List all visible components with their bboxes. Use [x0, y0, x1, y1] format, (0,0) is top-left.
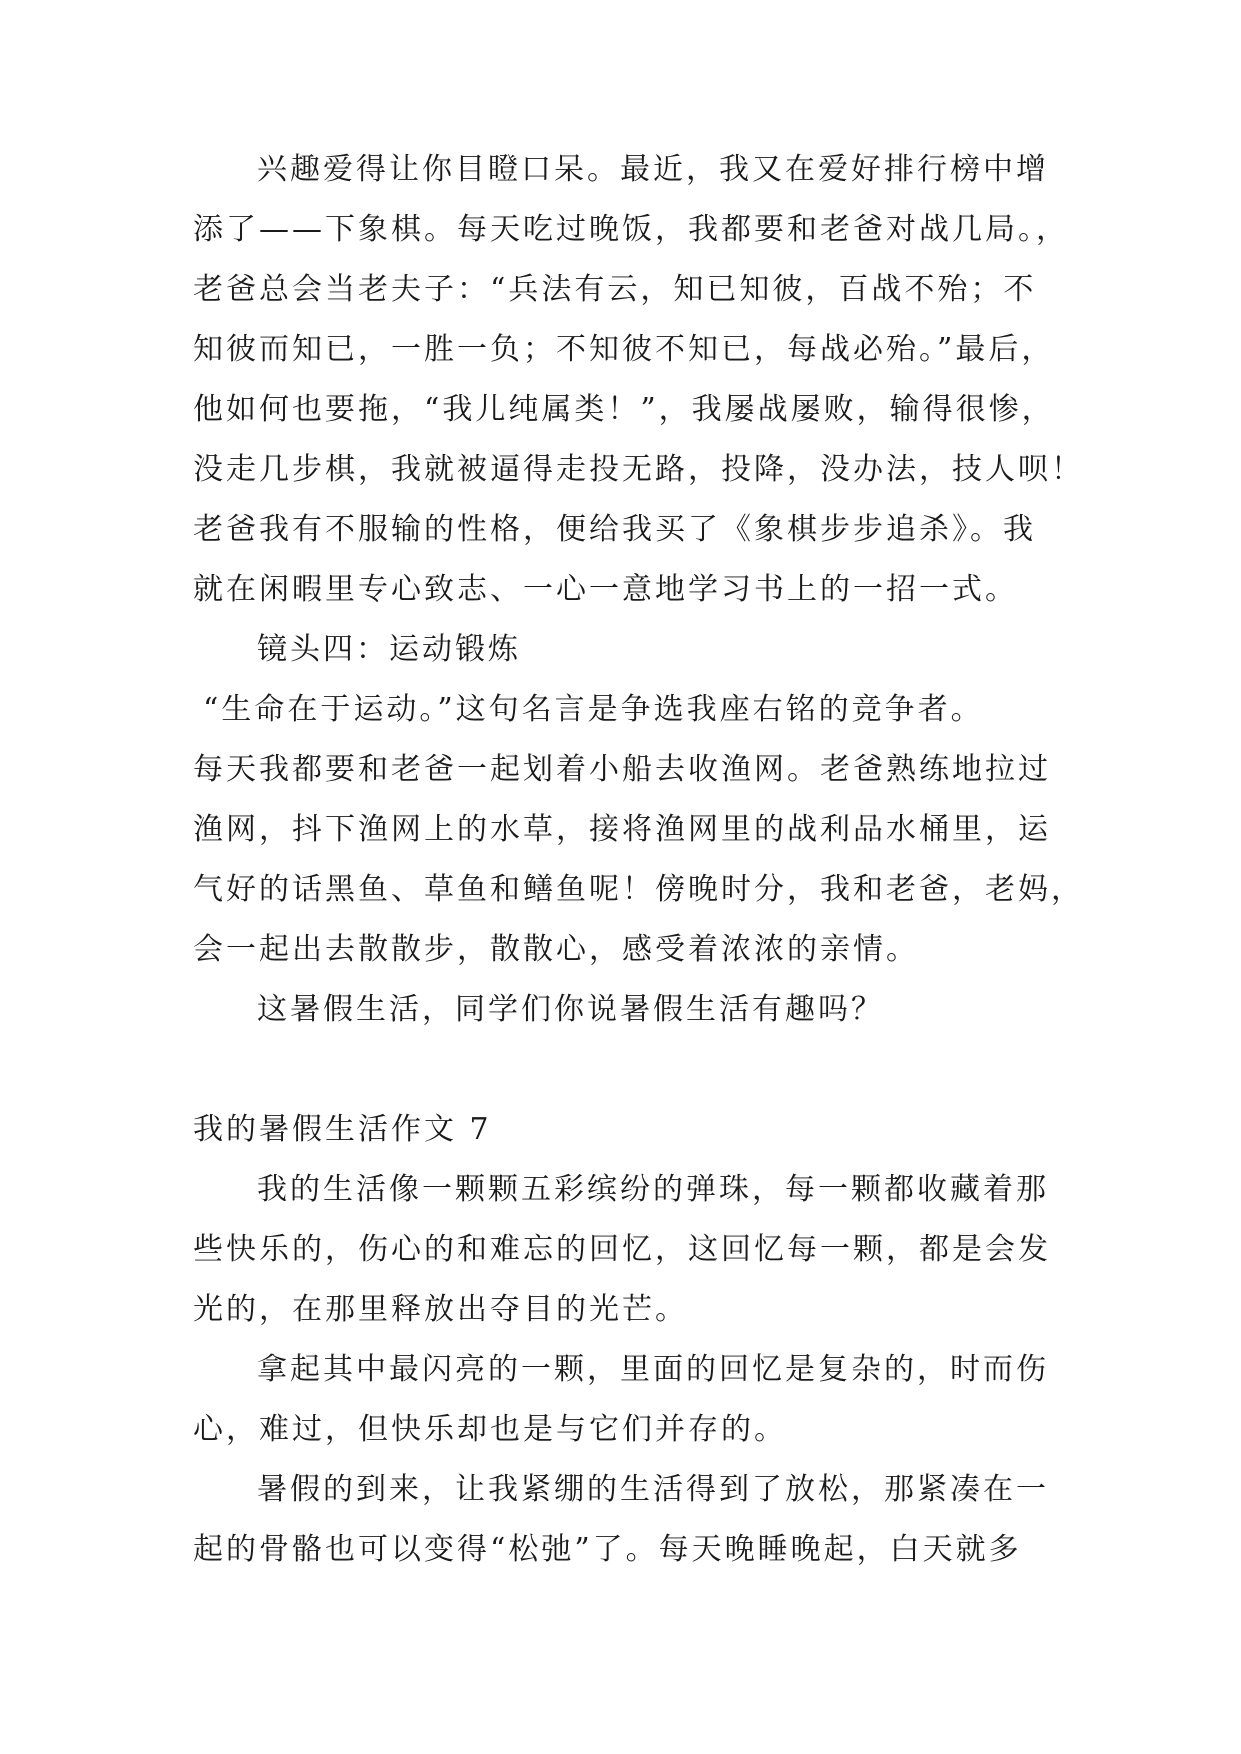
- paragraph-line: 光的，在那里释放出夺目的光芒。: [193, 1292, 688, 1327]
- paragraph-line: 渔网，抖下渔网上的水草，接将渔网里的战利品水桶里，运: [193, 812, 1051, 847]
- paragraph-line: 心，难过，但快乐却也是与它们并存的。: [193, 1412, 787, 1447]
- paragraph-line: 没走几步棋，我就被逼得走投无路，投降，没办法，技人呗！: [193, 452, 1084, 487]
- paragraph-line: 他如何也要拖，“我儿纯属类！”，我屡战屡败，输得很惨，: [193, 392, 1055, 427]
- section-heading: 镜头四：运动锻炼: [257, 632, 521, 667]
- paragraph-line: 知彼而知已，一胜一负；不知彼不知已，每战必殆。”最后，: [193, 332, 1055, 367]
- paragraph-line: 这暑假生活，同学们你说暑假生活有趣吗？: [257, 992, 884, 1027]
- paragraph-line: 就在闲暇里专心致志、一心一意地学习书上的一招一式。: [193, 572, 1018, 607]
- paragraph-line: 气好的话黑鱼、草鱼和鳝鱼呢！傍晚时分，我和老爸，老妈，: [193, 872, 1084, 907]
- paragraph-line: 暑假的到来，让我紧绷的生活得到了放松，那紧凑在一: [257, 1472, 1049, 1507]
- essay-title: 我的暑假生活作文 7: [193, 1112, 492, 1147]
- paragraph-line: 我的生活像一颗颗五彩缤纷的弹珠，每一颗都收藏着那: [257, 1172, 1049, 1207]
- paragraph-line: 会一起出去散散步，散散心，感受着浓浓的亲情。: [193, 932, 919, 967]
- paragraph-line: 拿起其中最闪亮的一颗，里面的回忆是复杂的，时而伤: [257, 1352, 1049, 1387]
- paragraph-line: “生命在于运动。”这句名言是争选我座右铭的竞争者。: [203, 692, 984, 727]
- paragraph-line: 老爸总会当老夫子：“兵法有云，知已知彼，百战不殆；不: [193, 272, 1037, 307]
- paragraph-line: 每天我都要和老爸一起划着小船去收渔网。老爸熟练地拉过: [193, 752, 1051, 787]
- paragraph-line: 起的骨骼也可以变得“松弛”了。每天晚睡晚起，白天就多: [193, 1532, 1022, 1567]
- paragraph-line: 添了——下象棋。每天吃过晚饭，我都要和老爸对战几局。，: [193, 212, 1069, 247]
- paragraph-line: 老爸我有不服输的性格，便给我买了《象棋步步追杀》。我: [193, 512, 1036, 547]
- paragraph-line: 兴趣爱得让你目瞪口呆。最近，我又在爱好排行榜中增: [257, 152, 1049, 187]
- paragraph-line: 些快乐的，伤心的和难忘的回忆，这回忆每一颗，都是会发: [193, 1232, 1051, 1267]
